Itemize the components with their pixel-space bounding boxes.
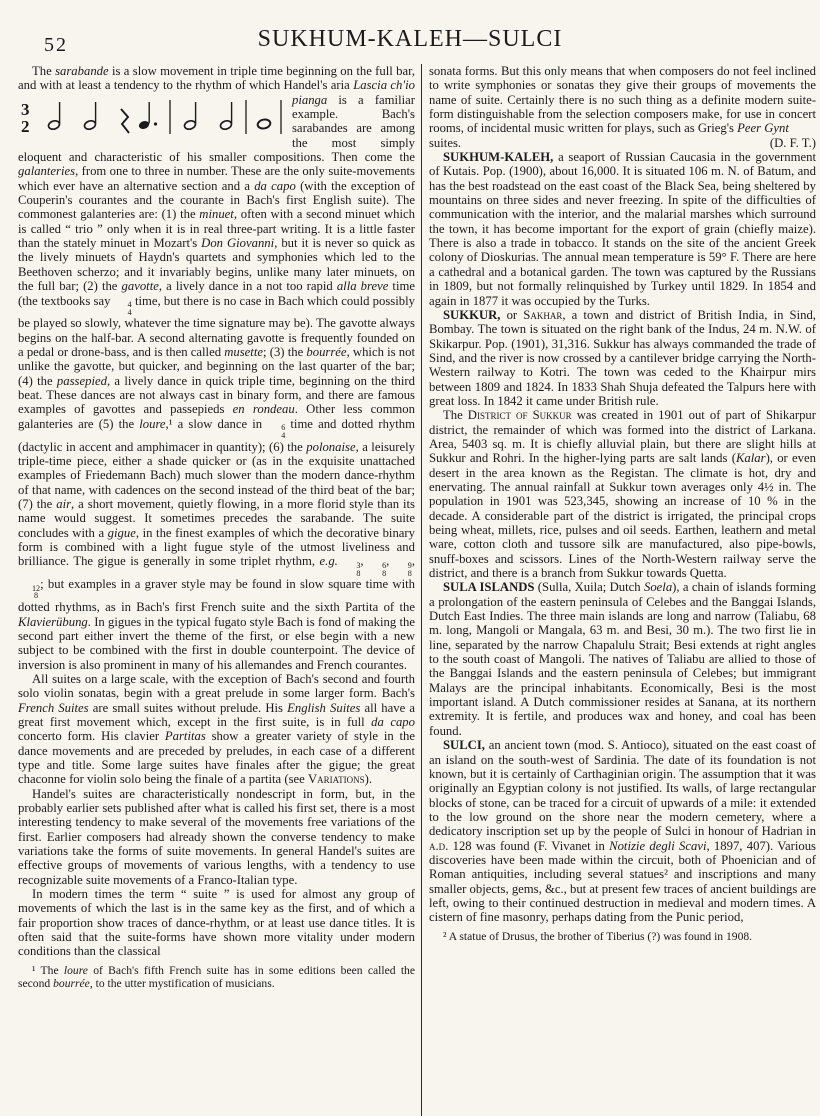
suite-text-after-music: of which Handel's aria Lascia ch'io pianga is a familiar example. Bach's sarabandes are among the most simply eloquent and characteristic of his smaller compositions. Then come the galanteries, from one to three in number. These are the only suite-movements which ever have an alternative section and a da capo (with the exception of Couperin's courantes and the courante in Bach's first English suite). The commonest galanteries are: (1) the minuet, often with a second minuet which is called “ trio ” only when it is in real three-part writing. It is a little faster than the stately minuet in Mozart's Don Giovanni, but it is never so quick as the lively minuets of Haydn's quartets and symphonies which led to the Beethoven scherzo; and it invariably begins, unlike many later minuets, on the full bar; (2) the gavotte, a lively dance in a not too rapid alla breve time (the textbooks say 4 4 time, but there is no case in Bach which could possibly be played so slowly, whatever the time signature may be). The gavotte always begins on the half-bar. A second alternating gavotte is frequently founded on a pedal or drone-bass, and is then called musette; (3) the bourrée, which is not unlike the gavotte, but quicker, and beginning on the last quarter of the bar; (4) the passepied, a lively dance in quick triple time, beginning on the third beat. These dances are not always cast in binary form, and there are famous examples of gavottes and passepieds en rondeau. Other less common galanteries are (5) the loure,¹ a slow dance in 6 4 time and dotted rhythm (dactylic in accent and amphimacer in quantity); (6) the polonaise, a leisurely triple-time piece, either a shade quicker or (as in the exquisite unattached examples of Friedemann Bach) much slower than the modern dance-rhythm of that name, with cadences on the second instead of the third beat of the bar; (7) the air, a short movement, quietly flowing, in a more florid style than its name would suggest. It sometimes precedes the sarabande. The suite concludes with a gigue, in the finest examples of which the decorative binary form is combined with a light fugue style of the utmost liveliness and brilliance. The gigue is generally in some triplet rhythm, e.g. 3 8 , 6 8 , 9 8 , 12 8 ; but examples in a graver style may be found in slow square time with dotted rhythms, as in Bach's first French suite and the sixth Partita of the Klavierübung. In gigues in the typical fugato style Bach is fond of making the second part either invert the theme of the first, or else begin with a new subject to be combined with the first in double counterpoint. The device of inversion is also prominent in many of his allemandes and French courantes. (18, 78, 416, 672)
right-column (422, 64, 816, 1116)
author-initials: (D. F. T.) (769, 135, 816, 150)
entry-district-of-sukkur: The District of Sukkur was created in 1901 out of part of Shikarpur district, the remainder of which was formed into the district of Larkana. Area, 5403 sq. m. It is chiefly alluvial plain, but there are slight hills at Sukkur and Rohri. In the higher-lying parts are salt lands (Kalar), or even desert in the area known as the Registan. The climate is hot, dry and enervating. The annual rainfall at Sukkur town averages only 4½ in. The population in 1901 was 523,345, showing an increase of 10 % in the decade. A considerable part of the district is irrigated, the principal crops being wheat, millets, rice, pulses and oil seeds. Earthen, leathern and metal ware, cotton cloth and tussore silk are manufactured, also pipe-bowls, snuff-boxes and scissors. Lines of the North-Western railway serve the district, and there is a branch from Sukkur towards Quetta. (429, 408, 816, 581)
dotted-quarter-note (138, 102, 157, 130)
footnote-loure: ¹ The loure of Bach's fifth French suite has in some editions been called the second bourrée, to the utter mystification of musicians. (18, 963, 416, 991)
suite-text-before-music: The sarabande is a slow movement in triple time beginning on the full bar, and with at least a tendency to the rhythm (18, 64, 415, 93)
time-signature-denominator: 2 (21, 116, 30, 136)
page-number: 52 (44, 34, 68, 56)
half-note (47, 102, 60, 131)
entry-sukkur: SUKKUR, or Sakhar, a town and district of British India, in Sind, Bombay. The town is situated on the right bank of the Indus, 24 m. N.W. of Skikarpur. Pop. (1901), 31,316. Sukkur has always commanded the trade of Sind, and the river is now crossed by a cantilever bridge carrying the North-Western railway to Kotri. The town was ceded to the Khairpur mirs between 1809 and 1824. In 1833 Shah Shuja defeated the Talpurs here with great loss. In 1842 it came under British rule. (429, 307, 816, 408)
time-signature-numerator: 3 (21, 99, 30, 119)
music-notation-figure (18, 94, 286, 138)
entry-sukhum-kaleh: SUKHUM-KALEH, a seaport of Russian Caucasia in the government of Kutais. Pop. (1900), about 16,000. It is situated 106 m. N. of Batum, and has the best roadstead on the east coast of the Black Sea, being sheltered by mountains on three sides and never freezing. In spite of the difficulties of communication with the interior, and the malarial marshes which surround the town, it has become important for the export of grain (chiefly maize). There is also a trade in tobacco. It stands on the site of the ancient Greek colony of Dioskurias. The annual mean temperature is 59° F. There are here a cathedral and a botanical garden. The town was captured by the Russians in 1809, but not formally relinquished by Turkey until 1829. In 1854 and again in 1877 it was occupied by the Turks. (429, 150, 816, 308)
page-content (18, 64, 816, 1116)
page-header (0, 26, 820, 60)
footnote-drusus-statue: ² A statue of Drusus, the brother of Tiberius (?) was found in 1908. (443, 929, 753, 943)
entry-sula-islands: SULA ISLANDS (Sulla, Xuila; Dutch Soela), a chain of islands forming a prolongation of the eastern peninsula of Celebes and the Banggai Islands, Dutch East Indies. The three main islands are long and narrow (Taliabu, 68 m. long, Mangoli or Mangala, 63 m. and Besi, 30 m.). The two first lie in line, separated by the narrow Chapalulu Strait; Besi extends at right angles to the south coast of Mangoli. The natives of Taliabu are allied to those of the Banggai Islands and the eastern peninsula of Celebes; but immigrant Malays are the principal inhabitants. Economically, Besi is the most important island. A Dutch commissioner resides at Sanana, at its northern extremity. It is fertile, and produces wax and honey, and coal has been found. (429, 580, 816, 738)
rhythm-figure-svg (18, 94, 286, 138)
suite-article-paragraph (18, 64, 415, 672)
page-title: SUKHUM-KALEH—SULCI (257, 26, 563, 52)
half-note (219, 102, 232, 131)
whole-note (257, 118, 271, 129)
author-signature-line (429, 136, 816, 150)
half-note (83, 102, 96, 131)
quarter-rest (121, 109, 129, 133)
suite-article-paragraph: All suites on a large scale, with the exception of Bach's second and fourth solo violin sonatas, begin with a great prelude in some larger form. Bach's French Suites are small suites without prelude. His English Suites all have a great first movement which, except in the first suite, is in full da capo concerto form. His clavier Partitas show a greater variety of style in the dance movements and are preceded by preludes, in each case of a different type and title. Some large suites have finales after the gigue; the great chaconne for violin solo being the finale of a partita (see Variations). (18, 671, 415, 787)
suite-article-paragraph: In modern times the term “ suite ” is used for almost any group of movements of which the last is in the same key as the first, and of which a fair proportion show traces of dance-rhythm, or at least use dance titles. It is often said that the suite-forms have shown more vitality under modern conditions than the classical (18, 887, 415, 959)
suite-article-paragraph: Handel's suites are characteristically nondescript in form, but, in the probably earlier sets published after what is called his first set, there is a most interesting tendency to make several of the movements free variations of the first. Earlier composers had already shown the converse tendency to make variations take the forms of suite movements. In general Handel's suites are effective groups of movements of various lengths, with a tendency to use recognizable suite movements of a Franco-Italian type. (18, 786, 415, 887)
left-column (18, 64, 421, 1116)
half-note (183, 102, 196, 131)
continuation-last-word: suites. (429, 135, 462, 150)
suite-article-continuation: sonata forms. But this only means that when composers do not feel inclined to write symphonies or sonatas they give their groups of movements the name of suite. Certainly there is no such thing as a definite modern suite-form distinguishable from the selection composers make, for use in concert rooms, of incidental music written for plays, such as Grieg's Peer Gynt (429, 64, 816, 136)
entry-sulci: SULCI, an ancient town (mod. S. Antioco), situated on the east coast of an island on the south-west of Sardinia. The date of its foundation is not known, but it is certainly of Carthaginian origin. The assumption that it was originally an Egyptian colony is not justified. Its walls, of large rectangular blocks of stone, can be traced for a circuit of upwards of a mile: it extended to the low ground on the shore near the modern cemetery, where a dedicatory inscription set up by the people of Sulci in honour of Hadrian in a.d. 128 was found (F. Vivanet in Notizie degli Scavi, 1897, 407). Various discoveries have been made within the circuit, both of Phoenician and of Roman antiquities, including several statues² and inscriptions and many smaller objects, gems, &c., but at present few traces of ancient buildings are left, owing to their continued destruction in medieval and modern times. A cistern of fine masonry, perhaps dating from the Punic period, (429, 738, 816, 925)
